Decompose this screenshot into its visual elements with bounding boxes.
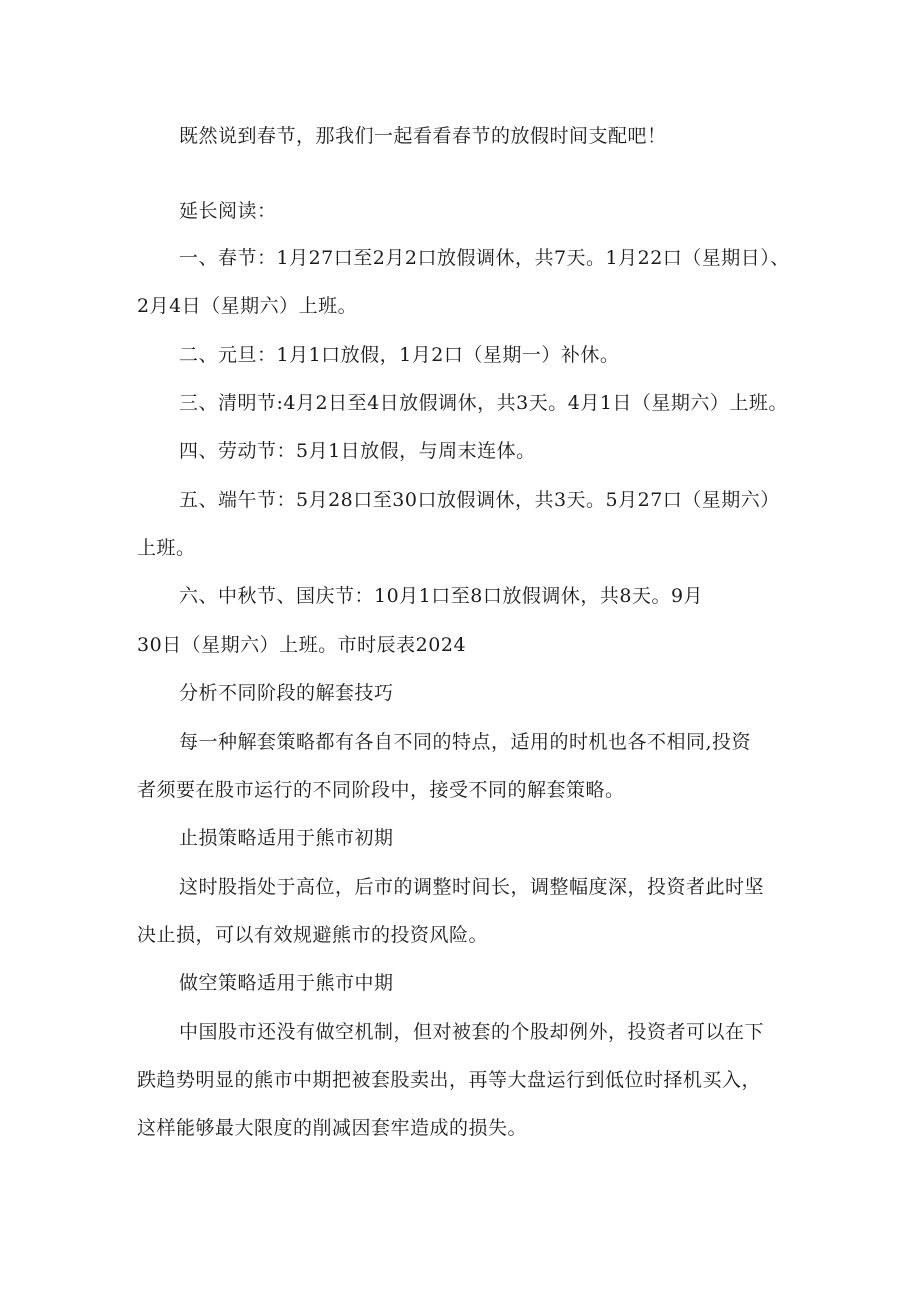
holiday-midautumn-national-line-1: 六、中秋节、国庆节：10月1口至8口放假调休，共8天。9月 [179,585,704,607]
extended-reading-heading: 延长阅读： [179,200,277,222]
paragraph-short-selling-line-3: 这样能够最大限度的削减因套牢造成的损失。 [137,1117,528,1139]
holiday-qingming-line: 三、清明节:4月2日至4日放假调休，共3天。4月1日（星期六）上班。 [179,392,788,414]
paragraph-short-selling-line-1: 中国股市还没有做空机制，但对被套的个股却例外，投资者可以在下 [179,1021,765,1043]
holiday-spring-festival-line-2: 2月4日（星期六）上班。 [137,295,358,317]
paragraph-short-selling-line-2: 跌趋势明显的熊市中期把被套股卖出，再等大盘运行到低位时择机买入， [137,1069,762,1091]
section-heading-short-selling: 做空策略适用于熊市中期 [179,972,394,994]
holiday-dragon-boat-line-1: 五、端午节：5月28口至30口放假调休，共3天。5月27口（星期六） [179,489,780,511]
holiday-spring-festival-line-1: 一、春节：1月27口至2月2口放假调休，共7天。1月22口（星期日）、 [179,247,790,269]
paragraph-stop-loss-line-2: 决止损，可以有效规避熊市的投资风险。 [137,924,489,946]
paragraph-strategies-line-1: 每一种解套策略都有各自不同的特点，适用的时机也各不相同,投资 [179,731,752,753]
section-heading-stop-loss: 止损策略适用于熊市初期 [179,827,394,849]
intro-line: 既然说到春节，那我们一起看看春节的放假时间支配吧！ [179,125,667,147]
paragraph-stop-loss-line-1: 这时股指处于高位，后市的调整时间长，调整幅度深，投资者此时坚 [179,876,765,898]
holiday-new-year-line: 二、元旦：1月1口放假，1月2口（星期一）补休。 [179,344,620,366]
holiday-labor-day-line: 四、劳动节：5月1日放假，与周末连体。 [179,440,536,462]
section-heading-analysis: 分析不同阶段的解套技巧 [179,682,394,704]
paragraph-strategies-line-2: 者须要在股市运行的不同阶段中，接受不同的解套策略。 [137,779,625,801]
holiday-midautumn-national-line-2: 30日（星期六）上班。市时辰表2024 [137,634,467,656]
holiday-dragon-boat-line-2: 上班。 [137,537,196,559]
